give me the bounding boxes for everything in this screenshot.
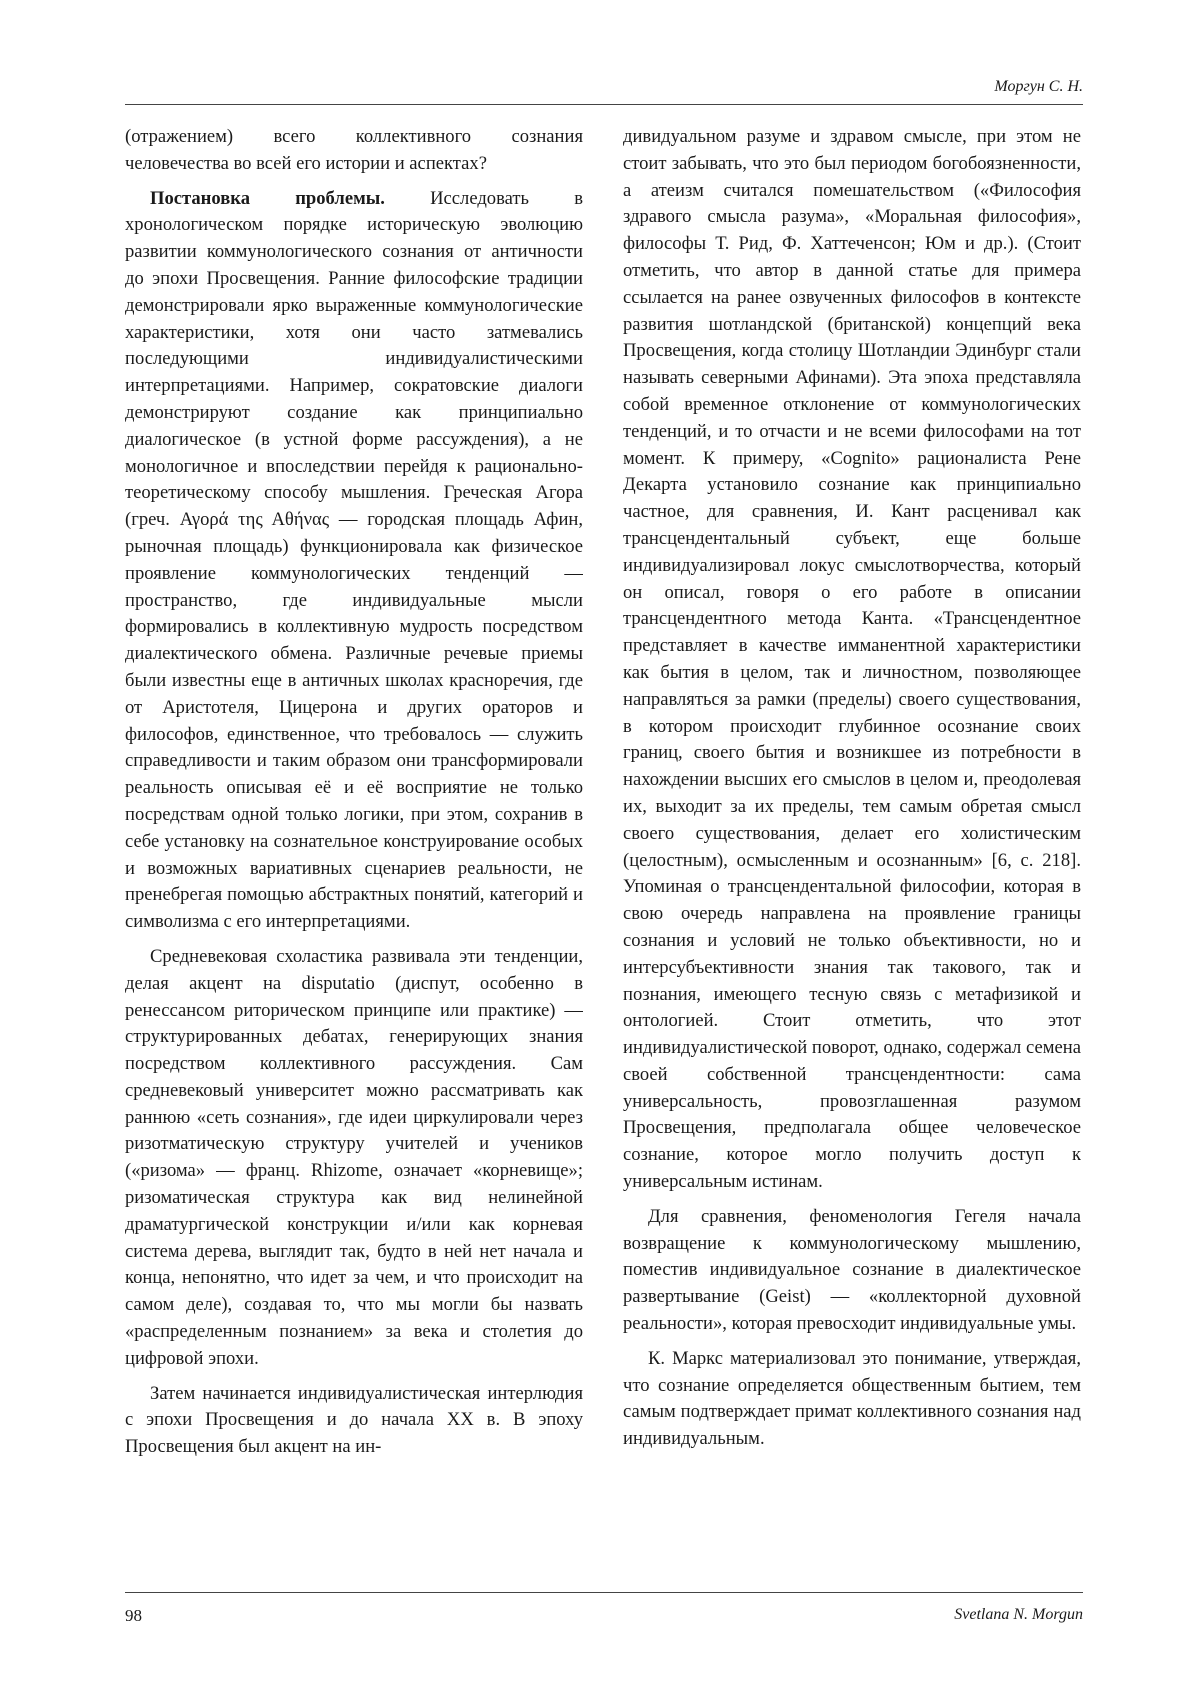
left-column [125,124,583,1584]
paragraph-problem-statement [125,186,583,936]
paragraph: дивидуальном разуме и здравом смысле, при этом не стоит забывать, что это был периодом богобоязненности, а атеизм считался помешательством («Философия здравого смысла разума», «Моральная философия», философы Т. Рид, Ф. Хаттеченсон; Юм и др.). (Стоит отметить, что автор в данной статье для примера ссылается на ранее озвученных философов в контексте развития шотландской (британской) концепций века Просвещения, когда столицу Шотландии Эдинбург стали называть северными Афинами). Эта эпоха представляла собой временное отклонение от коммунологических тенденций, и то отчасти и не всеми философами на тот момент. К примеру, «Cognito» рационалиста Рене Декарта установило сознание как принципиально частное, для сравнения, И. Кант расценивал как трансцендентальный субъект, еще больше индивидуализировал локус смыслотворчества, который он описал, говоря о его работе в описании трансцендентного метода Канта. «Трансцендентное представляет в качестве имманентной характеристики как бытия в целом, так и личностном, позволяющее направляться за рамки (пределы) своего существования, в котором происходит глубинное осознание своих границ, своего бытия и возникшее из потребности в нахождении высших его смыслов в целом и, преодолевая их, выходит за их пределы, тем самым обретая смысл своего существования, делает его холистическим (целостным), осмысленным и осознанным» [6, с. 218]. Упоминая о трансцендентальной философии, которая в свою очередь направлена на проявление границы сознания и условий не только объективности, но и интерсубъективности знания так такового, так и познания, имеющего тесную связь с метафизикой и онтологией. Стоит отметить, что этот индивидуалистической поворот, однако, содержал семена своей собственной трансцендентности: сама универсальность, провозглашенная разумом Просвещения, предполагала общее человеческое сознание, которое могло получить доступ к универсальным истинам. [623,126,1081,1193]
right-column [623,124,1081,1584]
header-rule [125,104,1083,105]
paragraph: Затем начинается индивидуалистическая интерлюдия с эпохи Просвещения и до начала XX в. В эпоху Просвещения был акцент на ин- [125,1382,583,1458]
footer-rule [125,1592,1083,1593]
running-head-author: Моргун С. Н. [994,78,1083,95]
paragraph-lead: Постановка проблемы. [150,187,385,209]
page-number: 98 [125,1606,142,1625]
paragraph: (отражением) всего коллективного сознания человечества во всей его истории и аспектах? [125,126,583,174]
paragraph: Средневековая схоластика развивала эти тенденции, делая акцент на disputatio (диспут, особенно в ренессансом риторическом принципе или практике) — структурированных дебатах, генерирующих знания посредством коллективного рассуждения. Сам средневековый университет можно рассматривать как раннюю «сеть сознания», где идеи циркулировали через ризотматическую структуру учителей и учеников («ризома» — франц. Rhizome, означает «корневище»; ризоматическая структура как вид нелинейной драматургической конструкции и/или как корневая система дерева, выглядит так, будто в ней нет начала и конца, непонятно, что идет за чем, и что происходит на самом деле), создавая то, что мы могли бы назвать «распределенным познанием» за века и столетия до цифровой эпохи. [125,945,583,1369]
paragraph-text: Исследовать в хронологическом порядке историческую эволюцию развитии коммунологического сознания от античности до эпохи Просвещения. Ранние философские традиции демонстрировали ярко выраженные коммунологические характеристики, хотя они часто затмевались последующими индивидуалистическими интерпретациями. Например, сократовские диалоги демонстрируют создание как принципиально диалогическое (в устной форме рассуждения), а не монологичное и впоследствии перейдя к рационально-теоретическому способу мышления. Греческая Агора (греч. Αγορά της Αθήνας — городская площадь Афин, рыночная площадь) функционировала как физическое проявление коммунологических тенденций — пространство, где индивидуальные мысли формировались в коллективную мудрость посредством диалектического обмена. Различные речевые приемы были известны еще в античных школах красноречия, где от Аристотеля, Цицерона и других ораторов и философов, единственное, что требовалось — служить справедливости и таким образом они трансформировали реальность описывая её и её восприятие не только посредствам одной только логики, при этом, сохранив в себе установку на сознательное конструирование особых и возможных вариативных сценариев реальности, не пренебрегая помощью абстрактных понятий, категорий и символизма с его интерпретациями. [125,187,583,933]
paragraph: К. Маркс материализовал это понимание, утверждая, что сознание определяется общественным бытием, тем самым подтверждает примат коллективного сознания над индивидуальным. [623,1347,1081,1450]
footer-author: Svetlana N. Morgun [954,1606,1083,1623]
paragraph: Для сравнения, феноменология Гегеля начала возвращение к коммунологическому мышлению, поместив индивидуальное сознание в диалектическое развертывание (Geist) — «коллекторной духовной реальности», которая превосходит индивидуальные умы. [623,1205,1081,1335]
